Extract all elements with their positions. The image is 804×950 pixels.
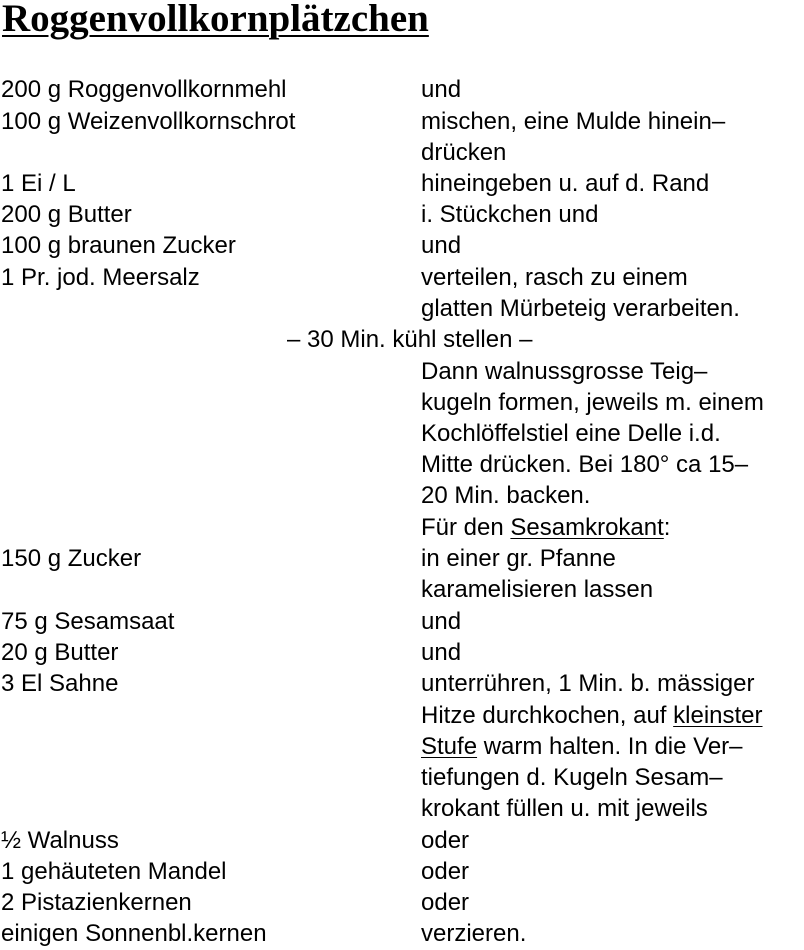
instruction: verteilen, rasch zu einem	[421, 264, 688, 291]
recipe-line	[0, 449, 804, 480]
recipe-line	[0, 137, 804, 168]
recipe-line	[0, 543, 804, 574]
recipe-line	[0, 700, 804, 731]
instruction: oder	[421, 827, 470, 854]
recipe-line	[0, 356, 804, 387]
recipe-line	[0, 512, 804, 543]
recipe-line	[0, 106, 804, 137]
underlined-text: kleinster	[673, 702, 763, 729]
ingredient: 150 g Zucker	[1, 545, 142, 572]
recipe-line	[0, 825, 804, 856]
instruction: verzieren.	[421, 920, 527, 947]
recipe-line	[0, 230, 804, 261]
ingredient: 3 El Sahne	[1, 670, 119, 697]
ingredient: 100 g braunen Zucker	[1, 232, 236, 259]
ingredient: 200 g Roggenvollkornmehl	[1, 76, 287, 103]
ingredient: 1 gehäuteten Mandel	[1, 858, 227, 885]
ingredient: 1 Ei / L	[1, 170, 76, 197]
recipe-line	[0, 731, 804, 762]
instruction: und	[421, 608, 462, 635]
recipe-line	[0, 168, 804, 199]
underlined-text: Sesamkrokant	[510, 514, 664, 541]
recipe-line	[0, 918, 804, 949]
recipe-line	[0, 293, 804, 324]
instruction: und	[421, 76, 462, 103]
recipe-line	[0, 668, 804, 699]
instruction	[421, 731, 743, 762]
recipe-line	[0, 637, 804, 668]
instruction	[421, 700, 763, 731]
recipe-line	[0, 418, 804, 449]
recipe-line	[0, 574, 804, 605]
underlined-text: Stufe	[421, 733, 478, 760]
instruction-text: warm halten. In die Ver–	[477, 733, 743, 760]
instruction: Kochlöffelstiel eine Delle i.d.	[421, 420, 721, 447]
instruction: glatten Mürbeteig verarbeiten.	[421, 295, 740, 322]
ingredient: 1 Pr. jod. Meersalz	[1, 264, 200, 291]
instruction-text: :	[663, 514, 671, 541]
recipe-line	[0, 856, 804, 887]
recipe-line	[0, 74, 804, 105]
recipe-line	[0, 387, 804, 418]
instruction: in einer gr. Pfanne	[421, 545, 616, 572]
instruction: oder	[421, 858, 470, 885]
instruction: 20 Min. backen.	[421, 482, 591, 509]
instruction: drücken	[421, 139, 507, 166]
instruction: krokant füllen u. mit jeweils	[421, 795, 708, 822]
ingredient: 75 g Sesamsaat	[1, 608, 175, 635]
ingredient: ½ Walnuss	[1, 827, 119, 854]
recipe-title: Roggenvollkornplätzchen	[2, 0, 429, 40]
instruction: i. Stückchen und	[421, 201, 599, 228]
ingredient: einigen Sonnenbl.kernen	[1, 920, 267, 947]
recipe-line	[0, 262, 804, 293]
recipe-line	[0, 793, 804, 824]
ingredient: 20 g Butter	[1, 639, 119, 666]
recipe-line	[0, 480, 804, 511]
instruction	[421, 512, 670, 543]
instruction: unterrühren, 1 Min. b. mässiger	[421, 670, 755, 697]
instruction: karamelisieren lassen	[421, 576, 654, 603]
instruction: Mitte drücken. Bei 180° ca 15–	[421, 451, 749, 478]
instruction-text: Für den	[421, 514, 511, 541]
ingredient: 2 Pistazienkernen	[1, 889, 192, 916]
instruction-text: Hitze durchkochen, auf	[421, 702, 674, 729]
instruction: oder	[421, 889, 470, 916]
instruction: kugeln formen, jeweils m. einem	[421, 389, 764, 416]
instruction: hineingeben u. auf d. Rand	[421, 170, 710, 197]
instruction: und	[421, 232, 462, 259]
instruction: und	[421, 639, 462, 666]
recipe-line	[0, 887, 804, 918]
ingredient: 100 g Weizenvollkornschrot	[1, 108, 296, 135]
recipe-line-centered	[0, 324, 804, 355]
recipe-line	[0, 606, 804, 637]
resting-note: – 30 Min. kühl stellen –	[287, 326, 533, 353]
instruction: tiefungen d. Kugeln Sesam–	[421, 764, 723, 791]
instruction: Dann walnussgrosse Teig–	[421, 358, 708, 385]
instruction: mischen, eine Mulde hinein–	[421, 108, 726, 135]
recipe-line	[0, 199, 804, 230]
ingredient: 200 g Butter	[1, 201, 132, 228]
recipe-line	[0, 762, 804, 793]
